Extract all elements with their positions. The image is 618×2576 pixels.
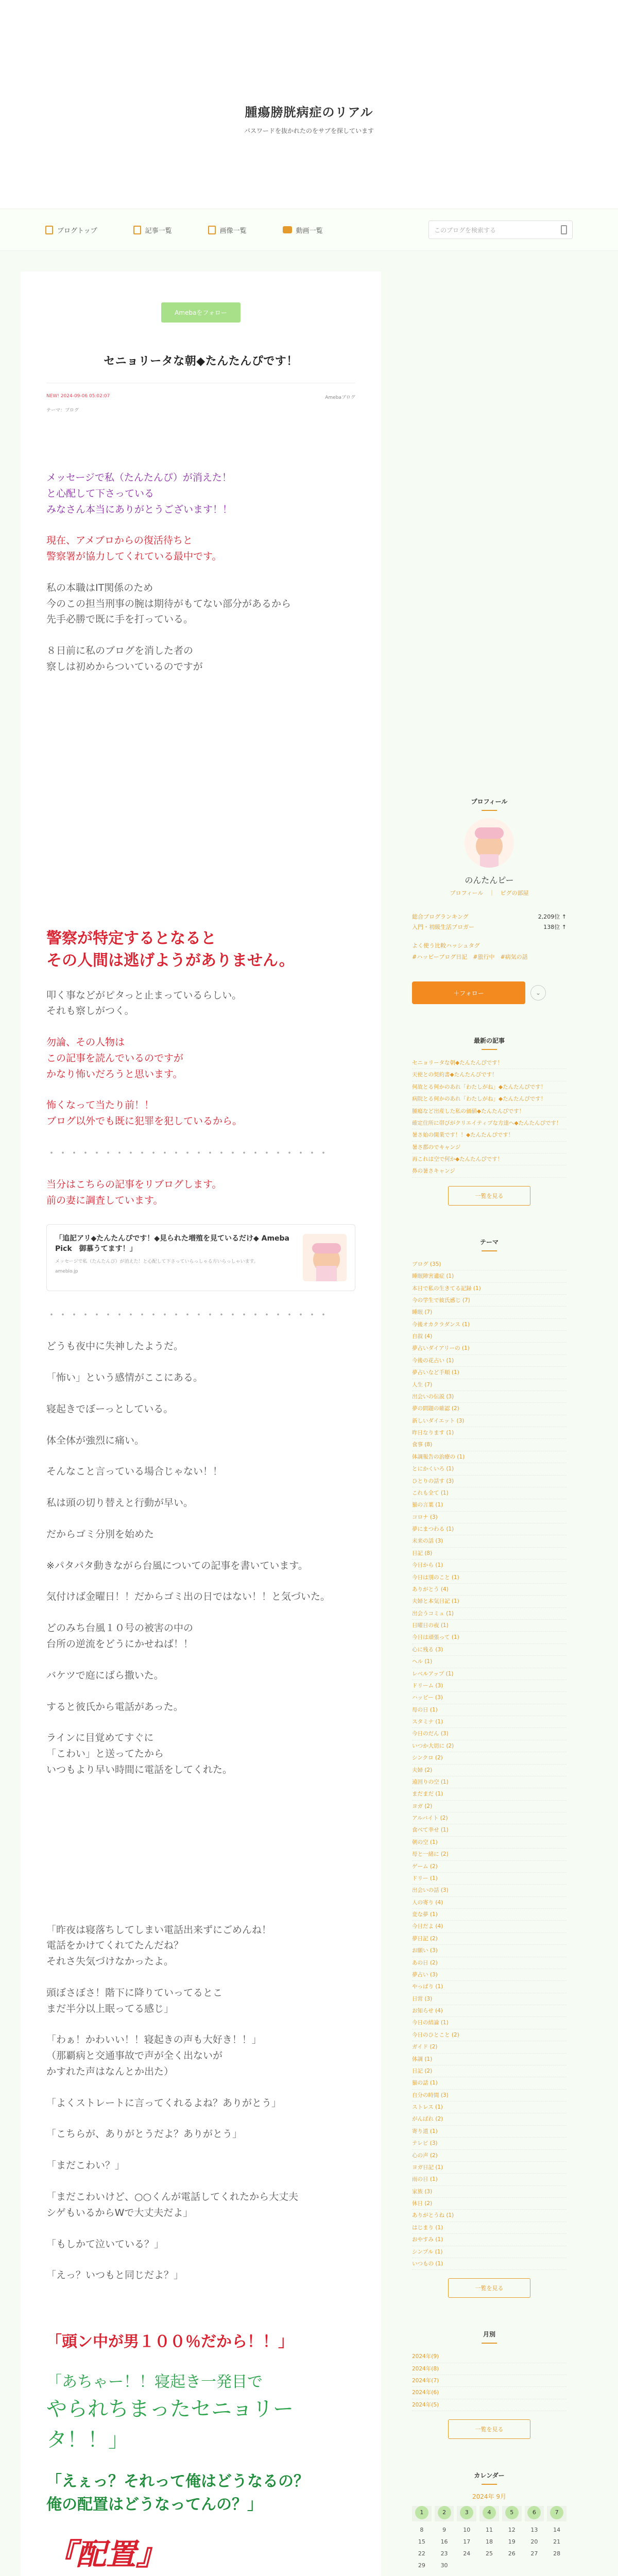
list-item[interactable]: 暑さ都のでキャンジ [412,1142,566,1154]
list-item[interactable]: 2024年(8) [412,2363,566,2375]
list-item[interactable]: ドリーム (3) [412,1680,566,1692]
camera-icon [283,226,292,233]
list-item[interactable]: アルバイト (2) [412,1812,566,1824]
profile-links[interactable]: プロフィール ｜ ピグの部屋 [450,890,529,896]
nav-label: ブログトップ [57,227,97,235]
para-red [46,533,355,565]
list-item[interactable]: 今日だよ (4) [412,1921,566,1933]
search-icon[interactable] [561,225,567,234]
list-item[interactable]: 母と一緒に (2) [412,1849,566,1860]
quote [46,2032,355,2079]
calendar-day[interactable]: 10 [463,2527,471,2534]
emphasis-green [46,2370,355,2455]
stat-row[interactable] [412,912,566,921]
calendar-day[interactable]: 21 [553,2538,561,2546]
recent-section [412,1036,566,1206]
list-item[interactable]: 腫瘍など出産した私の価値◆たんたんぴです！ [412,1106,566,1117]
para [46,988,355,1020]
nav-articles[interactable] [133,225,172,235]
list-item[interactable]: ゲーム (2) [412,1861,566,1873]
spacer [46,2299,355,2330]
line: メッセージで私（たんたんぴ）が消えた！ [46,472,232,483]
calendar-section [412,2471,566,2569]
month-heading: 月別 [412,2330,566,2344]
list-item[interactable]: 確定住所に帯びがクリエイティブな方達へ◆たんたんぴです！ [412,1117,566,1129]
line: この記事を読んでいるのですが [46,1052,184,1064]
quote: 「よくストレートに言ってくれるよね？ありがとう」 [46,2097,282,2109]
list-item[interactable]: 昨日なります (1) [412,1427,566,1439]
list-item[interactable]: ありがとうね (1) [412,2210,566,2222]
list-item[interactable]: 自叙 (4) [412,1331,566,1343]
quote: 「もしかて泣いている？」 [46,2238,164,2250]
nav-videos[interactable] [283,225,323,235]
list-item[interactable]: 日記 (8) [412,1548,566,1560]
recent-heading: 最新の記事 [412,1036,566,1050]
calendar-day[interactable]: 20 [530,2538,538,2546]
divider: ・・・・・・・・・・・・・・・・・・・・・・・・・ [46,1308,330,1321]
character-illustration [46,690,355,917]
card-description: メッセージで私（たんたんぴ）が消えた！と心配して下さっていらっしゃる方いらっしゃいます。 [55,1259,259,1265]
line: 頭ぼさぼさ！階下に降りていってるとこ [46,1987,223,1998]
line: やられちまったセニョリータ！！」 [46,2397,294,2452]
calendar-day[interactable]: 1 [415,2506,428,2519]
calendar-day[interactable]: 6 [527,2506,541,2519]
list-item[interactable]: 今日のひとこと (2) [412,2029,566,2041]
calendar-day[interactable]: 9 [442,2527,447,2534]
line: ブログ以外でも既に犯罪を犯しているから。 [46,1115,243,1127]
follow-top-button[interactable]: Amebaをフォロー [161,302,241,323]
calendar-day[interactable]: 30 [440,2562,448,2569]
line: みなさん本当にありがとうございます！！ [46,503,233,515]
calendar-grid [412,2506,566,2569]
follow-button[interactable]: ＋フォロー [412,981,525,1004]
list-item[interactable]: 本日で私の生きてる記録 (1) [412,1283,566,1295]
line: いつもより早い時間に電話をしてくれた。 [46,1764,233,1775]
line: 先手必勝で既に手を打っている。 [46,614,194,625]
emphasis-huge: 『配置』 [46,2536,166,2572]
list-item[interactable]: ガイド (2) [412,2041,566,2053]
para: 寝起きでぼーっとしている。 [46,1403,174,1415]
profile-card [412,818,566,897]
calendar-day[interactable]: 22 [418,2550,425,2557]
line: 前の妻に調査しています。 [46,1195,163,1207]
line: それも察しがつく。 [46,1005,134,1017]
list-item[interactable]: レベルアップ (1) [412,1668,566,1680]
stat-value: 138位 ↑ [543,924,566,930]
stat-row[interactable] [412,923,566,931]
content-container [0,251,618,2576]
list-item[interactable]: 睡眠障害遺症 (1) [412,1270,566,1282]
list-item[interactable]: ヨガ日記 (1) [412,2162,566,2174]
list-item[interactable]: 2024年(6) [412,2387,566,2399]
list-item[interactable]: ストレス (1) [412,2102,566,2113]
line: 警察署が協力してくれている最中です。 [46,551,222,563]
search-input[interactable] [428,221,573,239]
calendar-day[interactable]: 26 [508,2550,516,2557]
line: と心配して下さっている [46,487,154,499]
list-item[interactable]: ハッピー (3) [412,1692,566,1704]
list-item[interactable]: 暑さ始の開業です！！◆たんたんぴです！ [412,1129,566,1141]
list-item[interactable]: いつもの (1) [412,2258,566,2270]
line: 叩く事などがピタっと止まっているらしい。 [46,989,242,1001]
calendar-day[interactable]: 8 [420,2527,424,2534]
article-title[interactable]: セニョリータな朝◆たんたんぴです！ [104,355,298,368]
line: 「昨夜は寝落ちしてしまい電話出来ずにごめんね！ [46,1924,272,1936]
list-item[interactable]: テレビ (3) [412,2138,566,2149]
list-item[interactable]: 自分の時間 (3) [412,2090,566,2102]
theme-more-button[interactable]: 一覧を見る [448,2278,530,2298]
list-item[interactable]: 夢占いダイアリーの (1) [412,1343,566,1354]
para: 「怖い」という感情がここにある。 [46,1372,203,1384]
line: 私の本職はIT関係のため [46,582,153,594]
stat-label: 入門・初級生活ブロガー [412,924,474,930]
line: 察しは初めからついているのですが [46,660,203,672]
line: 「わぁ！かわいい！！寝起きの声も大好き！！」 [46,2034,262,2046]
line: どのみち台風１０号の被害の中の [46,1622,194,1634]
calendar-day[interactable]: 27 [530,2550,538,2557]
avatar-illustration [465,818,514,868]
list-item[interactable]: 遠回りの空 (1) [412,1776,566,1788]
calendar-day[interactable]: 29 [418,2562,425,2569]
calendar-month[interactable]: 2024年 9月 [472,2493,506,2501]
list-item[interactable]: 変な夢 (1) [412,1909,566,1921]
list-item[interactable]: セニョリータな朝◆たんたんぴです！ [412,1057,566,1069]
quote [46,1922,355,1970]
line: シゲもいるからWで大丈夫だよ」 [46,2207,193,2218]
para: ※パタパタ動きながら台風についての記事を書いています。 [46,1560,308,1571]
line: ラインに目覚めてすぐに [46,1732,154,1744]
list-item[interactable]: ドリー (1) [412,1873,566,1885]
calendar-cell [457,2506,476,2521]
card-source: ameblo.jp [55,1268,78,1274]
para [46,643,355,675]
calendar-day[interactable]: 24 [463,2550,471,2557]
list-item[interactable]: 日常 (3) [412,1993,566,2005]
list-item[interactable]: 2024年(9) [412,2351,566,2363]
list-item[interactable]: がんばれ (2) [412,2113,566,2125]
list-item[interactable]: 今日は頑張って (1) [412,1632,566,1643]
quote: 「こちらが、ありがとうだよ？ありがとう」 [46,2128,243,2140]
para: そんなこと言っている場合じゃない！！ [46,1466,223,1478]
article-image [46,690,355,917]
calendar-day[interactable]: 4 [483,2506,496,2519]
list-item[interactable]: シンプル (1) [412,2246,566,2258]
para-emphasis [46,927,355,972]
para-purple [46,470,355,517]
list-item[interactable]: お願い (3) [412,1945,566,1957]
hashtag-list[interactable]: #ハッピーブログ日記 #旅行中 #病気の話 [412,954,528,960]
list-item[interactable]: 出会いの伝説 (3) [412,1391,566,1403]
list-item[interactable]: 夢占いなど手順 (1) [412,1367,566,1379]
line: それさ失気づけなかったよ。 [46,1956,174,1968]
calendar-day[interactable]: 14 [553,2527,561,2534]
para-red [46,1097,355,1129]
list-item[interactable]: 今日のだん (3) [412,1728,566,1740]
recent-list [412,1057,566,1178]
list-item[interactable]: 今後オカクラダンス (1) [412,1319,566,1331]
list-item[interactable]: ありがとう (4) [412,1584,566,1596]
list-item[interactable]: 2024年(7) [412,2375,566,2387]
list-item[interactable]: 今日は別のこと (1) [412,1572,566,1584]
site-header [0,0,618,209]
line: 当分はこちらの記事をリブログします。 [46,1179,222,1191]
calendar-cell [547,2506,566,2521]
para: どうも夜中に失神したようだ。 [46,1341,184,1352]
list-item[interactable]: 睡眠 (7) [412,1307,566,1318]
list-item[interactable]: はじまり (1) [412,2222,566,2234]
calendar-day[interactable]: 17 [463,2538,471,2546]
line: 電話をかけてくれてたんだね？ [46,1940,184,1952]
list-item[interactable]: ひとりの話す (3) [412,1476,566,1487]
list-item[interactable]: 今日から (1) [412,1560,566,1571]
list-item[interactable]: 夢の問題の確認 (2) [412,1403,566,1415]
calendar-day[interactable]: 23 [440,2550,448,2557]
list-item[interactable]: 新しいダイエット (3) [412,1415,566,1427]
list-item[interactable]: おやすみ (1) [412,2234,566,2246]
reblog-link-card[interactable] [46,1224,355,1291]
card-title: 「追記アリ◆たんたんぴです！◆見られた増殖を見ているだけ◆ Ameba Pick 御慕うてます！」 [55,1234,289,1253]
stat-label: 総合ブログランキング [412,913,469,920]
month-section [412,2330,566,2439]
card-thumbnail [303,1234,347,1281]
list-item[interactable]: まだまだ (1) [412,1788,566,1800]
list-item[interactable]: 人生 (7) [412,1379,566,1391]
line: 怖くなって当たり前！！ [46,1099,154,1111]
para [46,580,355,628]
chevron-down-icon[interactable]: ⌄ [530,985,546,1001]
calendar-day[interactable]: 3 [460,2506,473,2519]
list-item[interactable]: 猫の話 (1) [412,2077,566,2089]
para: だからゴミ分別を始めた [46,1528,154,1540]
list-item[interactable]: 今後の花占い (1) [412,1355,566,1367]
list-item[interactable]: 夫婦 (2) [412,1765,566,1776]
calendar-cell [412,2506,432,2521]
calendar-day[interactable]: 5 [505,2506,519,2519]
calendar-cell [525,2506,544,2521]
para: 私は頭の切り替えと行動が早い。 [46,1497,194,1509]
nav-label: 動画一覧 [296,227,323,235]
list-item[interactable]: スタミナ (1) [412,1716,566,1728]
line: その人間は逃げようがありません。 [46,952,295,970]
list-item[interactable]: 病院とる何かのあれ「わたしがね」◆たんたんぴです！ [412,1093,566,1105]
avatar-illustration [303,1234,347,1281]
list-item[interactable]: とにかくいろ (1) [412,1463,566,1475]
line: 警察が特定するとなると [46,929,216,947]
list-item[interactable]: 日記 (2) [412,2065,566,2077]
list-item[interactable]: 母の日 (1) [412,1704,566,1716]
article-theme[interactable]: テーマ：ブログ [46,408,79,413]
list-item[interactable]: 再これは空で何か◆たんたんぴです！ [412,1154,566,1165]
list-item[interactable]: 朝の空 (1) [412,1837,566,1849]
article-date [46,394,110,400]
list-item[interactable]: 出会うコミュ (1) [412,1608,566,1620]
quote [46,1985,355,2017]
line: 勿論、その人物は [46,1037,125,1048]
line: 「まだこわいけど、○○くんが電話してくれたから大丈夫 [46,2191,299,2202]
list-item[interactable]: 休日 (2) [412,2198,566,2210]
para-red [46,1177,355,1209]
article-body [46,470,355,2576]
calendar-cell [479,2506,499,2521]
line: 俺の配置はどうなってんの？」 [46,2495,263,2514]
list-item[interactable]: 夢日記 (2) [412,1933,566,1945]
list-item[interactable]: 夫婦と本気日記 (1) [412,1596,566,1607]
hashtags [412,940,566,963]
para-red [46,1035,355,1082]
quote: 「えっ？いつもと同じだよ？」 [46,2269,184,2281]
avatar[interactable] [465,818,514,868]
line: かなり怖いだろうと思います。 [46,1068,183,1080]
list-item[interactable]: 心の声 (2) [412,2150,566,2162]
list-item[interactable]: 体調報告の治療の (1) [412,1451,566,1463]
article-source: Amebaブログ [325,395,355,400]
line: ８日前に私のブログを消した者の [46,645,194,657]
month-more-button[interactable]: 一覧を見る [448,2419,530,2439]
list-icon [133,226,141,234]
theme-section [412,1238,566,2298]
line: （那覇病と交通事故で声が全く出ないが [46,2050,223,2062]
calendar-day[interactable]: 25 [485,2550,493,2557]
line: 「こわい」と送ってたから [46,1748,164,1760]
list-item[interactable]: 日曜日の夜 (1) [412,1620,566,1632]
emphasis-darkgreen [46,2470,355,2516]
list-item[interactable]: やっぱり (1) [412,1981,566,1993]
list-item[interactable]: 夢にまつわる (1) [412,1523,566,1535]
para: すると彼氏から電話があった。 [46,1701,183,1713]
nav-label: 画像一覧 [219,227,247,235]
month-list [412,2351,566,2411]
hashtag-heading: よく使う比較ハッシュタグ [412,942,480,949]
emphasis-red: 「頭ン中が男１００％だから！！」 [46,2333,294,2351]
line: 「えぇっ？それって俺はどうなるの？ [46,2472,309,2490]
profile-name[interactable]: のんたんピー [465,875,514,885]
list-item[interactable]: 人の寄り (4) [412,1897,566,1909]
list-item[interactable]: 食事 (8) [412,1439,566,1451]
calendar-heading: カレンダー [412,2471,566,2485]
global-nav [0,209,618,251]
list-item[interactable]: 食べて幸せ (1) [412,1824,566,1836]
nav-label: 記事一覧 [145,227,172,235]
theme-list [412,1259,566,2270]
list-item[interactable]: 心に残る (3) [412,1644,566,1656]
para: 体全体が強烈に痛い。 [46,1434,145,1446]
home-icon [45,226,53,234]
list-item[interactable]: 今の学生で彼氏感じ (7) [412,1295,566,1307]
para: 気付けば金曜日！！だからゴミ出の日ではない！！と気づいた。 [46,1591,331,1603]
para: バケツで庭にばら撒いた。 [46,1669,164,1681]
calendar-day[interactable]: 12 [508,2527,516,2534]
list-item[interactable]: 猫の言葉 (1) [412,1499,566,1511]
recent-more-button[interactable]: 一覧を見る [448,1186,530,1206]
quote [46,2189,355,2221]
line: まだ半分以上眠ってる感じ」 [46,2003,174,2014]
list-item[interactable]: ブログ (35) [412,1259,566,1270]
list-item[interactable]: 未来の話 (3) [412,1535,566,1547]
nav-images[interactable] [208,225,247,235]
list-item[interactable]: 夢占い (3) [412,1969,566,1981]
list-item[interactable]: ヘル (1) [412,1656,566,1668]
list-item[interactable]: 体調 (1) [412,2054,566,2065]
image-gap [46,1793,355,1922]
calendar-day[interactable]: 18 [485,2538,493,2546]
calendar-day[interactable]: 15 [418,2538,425,2546]
article-date-text: NEW! 2024-09-06 05:02:07 [46,394,110,399]
image-icon [208,226,216,234]
calendar-day[interactable]: 19 [508,2538,516,2546]
para [46,1730,355,1777]
article-meta [46,383,355,400]
calendar-cell [435,2506,454,2521]
list-item[interactable]: シンクロ (2) [412,1752,566,1764]
blog-description: パスワードを抜かれたのをサブを探しています [244,127,374,134]
list-item[interactable]: 寄り道 (1) [412,2126,566,2138]
calendar-day[interactable]: 13 [530,2527,538,2534]
list-item[interactable]: 出会いの話 (3) [412,1885,566,1896]
profile-heading: プロフィール [412,797,566,811]
blog-title[interactable]: 腫瘍膀胱病症のリアル [245,105,373,120]
search-placeholder: このブログを検索する [434,226,496,234]
nav-blog-top[interactable] [45,225,97,235]
list-item[interactable]: 2024年(5) [412,2399,566,2411]
list-item[interactable]: 雨の日 (1) [412,2174,566,2185]
line: 今のこの担当刑事の腕は期待がもてない部分があるから [46,598,291,609]
calendar-day[interactable]: 16 [440,2538,448,2546]
calendar-day[interactable]: 11 [485,2527,493,2534]
stat-value: 2,209位 ↑ [538,913,566,920]
list-item[interactable]: これも全て (1) [412,1487,566,1499]
list-item[interactable]: あの日 (2) [412,1957,566,1969]
divider: ・・・・・・・・・・・・・・・・・・・・・・・・・ [46,1147,330,1160]
sidebar [412,272,566,2576]
calendar-day[interactable]: 28 [553,2550,561,2557]
list-item[interactable]: 鼻の暑さキャンジ [412,1165,566,1177]
quote: 「まだこわい？」 [46,2160,125,2172]
list-item[interactable]: 何故とる何かのあれ「わたしがね」◆たんたんぴです！ [412,1081,566,1093]
calendar-cell [502,2506,522,2521]
ranking-stats [412,912,566,931]
list-item[interactable]: 家族 (3) [412,2186,566,2198]
article-main [21,272,381,2576]
list-item[interactable]: ヨガ (2) [412,1801,566,1812]
calendar-day[interactable]: 7 [550,2506,563,2519]
line: かすれた声はなんとか出た） [46,2065,174,2077]
line: 現在、アメブロからの復活待ちと [46,535,193,547]
list-item[interactable]: いつか大切に (2) [412,1740,566,1752]
list-item[interactable]: お知らせ (4) [412,2005,566,2017]
calendar-day[interactable]: 2 [438,2506,451,2519]
line: 「あちゃー！！寝起き一発目で [46,2372,263,2391]
line: 台所の逆流をどうにかせねば！！ [46,1638,194,1650]
list-item[interactable]: 天使との契約書◆たんたんぴです！ [412,1069,566,1081]
list-item[interactable]: 今日の結論 (1) [412,2017,566,2029]
list-item[interactable]: コロナ (3) [412,1512,566,1523]
theme-heading: テーマ [412,1238,566,1251]
follow-row [412,981,566,1004]
para [46,1620,355,1652]
